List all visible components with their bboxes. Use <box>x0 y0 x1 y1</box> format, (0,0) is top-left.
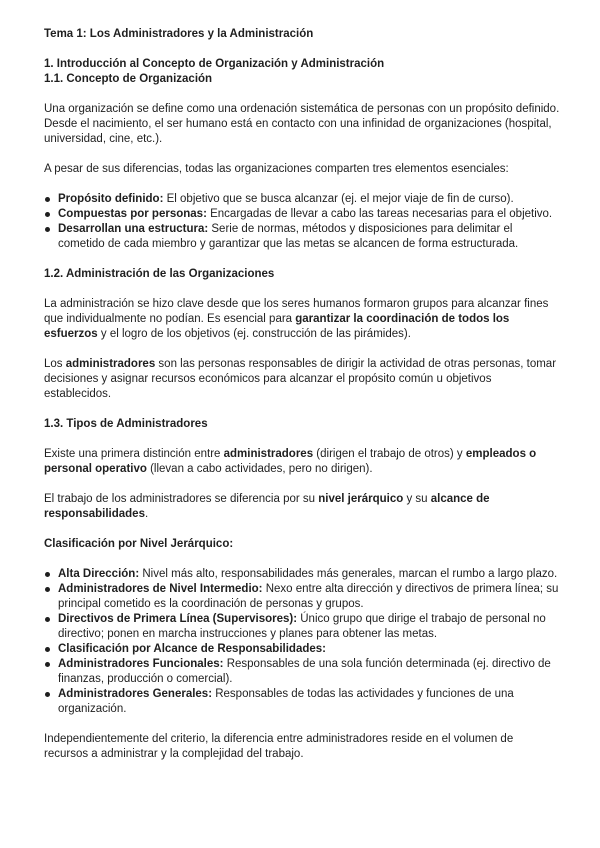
list-item: Clasificación por Alcance de Responsabilidades: <box>44 642 560 657</box>
paragraph-administration: La administración se hizo clave desde que los seres humanos formaron grupos para alcanzar fines que individualmente no podían. Es esencial para garantizar la coordinación de todos los esfuerzos y el logro de los objetivos (ej. construcción de las pirámides). <box>44 298 549 340</box>
section-1-2-heading: 1.2. Administración de las Organizaciones <box>44 268 275 280</box>
paragraph-administrators: Los administradores son las personas responsables de dirigir la actividad de otras personas, tomar decisiones y asignar recursos económicos para alcanzar el propósito común u objetivos establecidos. <box>44 358 557 400</box>
list-item: Administradores Generales: Responsables de todas las actividades y funciones de una organización. <box>44 687 560 717</box>
elements-list <box>44 192 560 252</box>
section-1-1-heading: 1.1. Concepto de Organización <box>44 73 213 85</box>
classification-heading: Clasificación por Nivel Jerárquico: <box>44 538 234 550</box>
section-1-heading: 1. Introducción al Concepto de Organización y Administración <box>44 58 385 70</box>
paragraph-organization-definition: Una organización se define como una ordenación sistemática de personas con un propósito definido. Desde el nacimiento, el ser humano está en contacto con una infinidad de organizaciones (hospital, universidad, cine, etc.). <box>44 103 560 145</box>
list-item: Administradores Funcionales: Responsables de una sola función determinada (ej. directivo de finanzas, producción o comercial). <box>44 657 560 687</box>
list-item: Administradores de Nivel Intermedio: Nexo entre alta dirección y directivos de primera línea; su principal cometido es la coordinación de personas y grupos. <box>44 582 560 612</box>
list-item: Directivos de Primera Línea (Supervisores): Único grupo que dirige el trabajo de personal no directivo; ponen en marcha instrucciones y planes para obtener las metas. <box>44 612 560 642</box>
paragraph-distinction: Existe una primera distinción entre administradores (dirigen el trabajo de otros) y empleados o personal operativo (llevan a cabo actividades, pero no dirigen). <box>44 448 537 475</box>
document-page <box>44 27 560 762</box>
section-1-3-heading: 1.3. Tipos de Administradores <box>44 418 208 430</box>
list-item: Compuestas por personas: Encargadas de llevar a cabo las tareas necesarias para el objetivo. <box>44 207 560 222</box>
document-title: Tema 1: Los Administradores y la Administración <box>44 28 314 40</box>
paragraph-conclusion: Independientemente del criterio, la diferencia entre administradores reside en el volumen de recursos a administrar y la complejidad del trabajo. <box>44 733 514 760</box>
paragraph-work-difference: El trabajo de los administradores se diferencia por su nivel jerárquico y su alcance de responsabilidades. <box>44 493 490 520</box>
paragraph-elements-intro: A pesar de sus diferencias, todas las organizaciones comparten tres elementos esenciales: <box>44 163 509 175</box>
list-item: Propósito definido: El objetivo que se busca alcanzar (ej. el mejor viaje de fin de curso). <box>44 192 560 207</box>
levels-list <box>44 567 560 717</box>
list-item: Desarrollan una estructura: Serie de normas, métodos y disposiciones para delimitar el cometido de cada miembro y garantizar que las metas se alcancen de forma estructurada. <box>44 222 560 252</box>
list-item: Alta Dirección: Nivel más alto, responsabilidades más generales, marcan el rumbo a largo plazo. <box>44 567 560 582</box>
